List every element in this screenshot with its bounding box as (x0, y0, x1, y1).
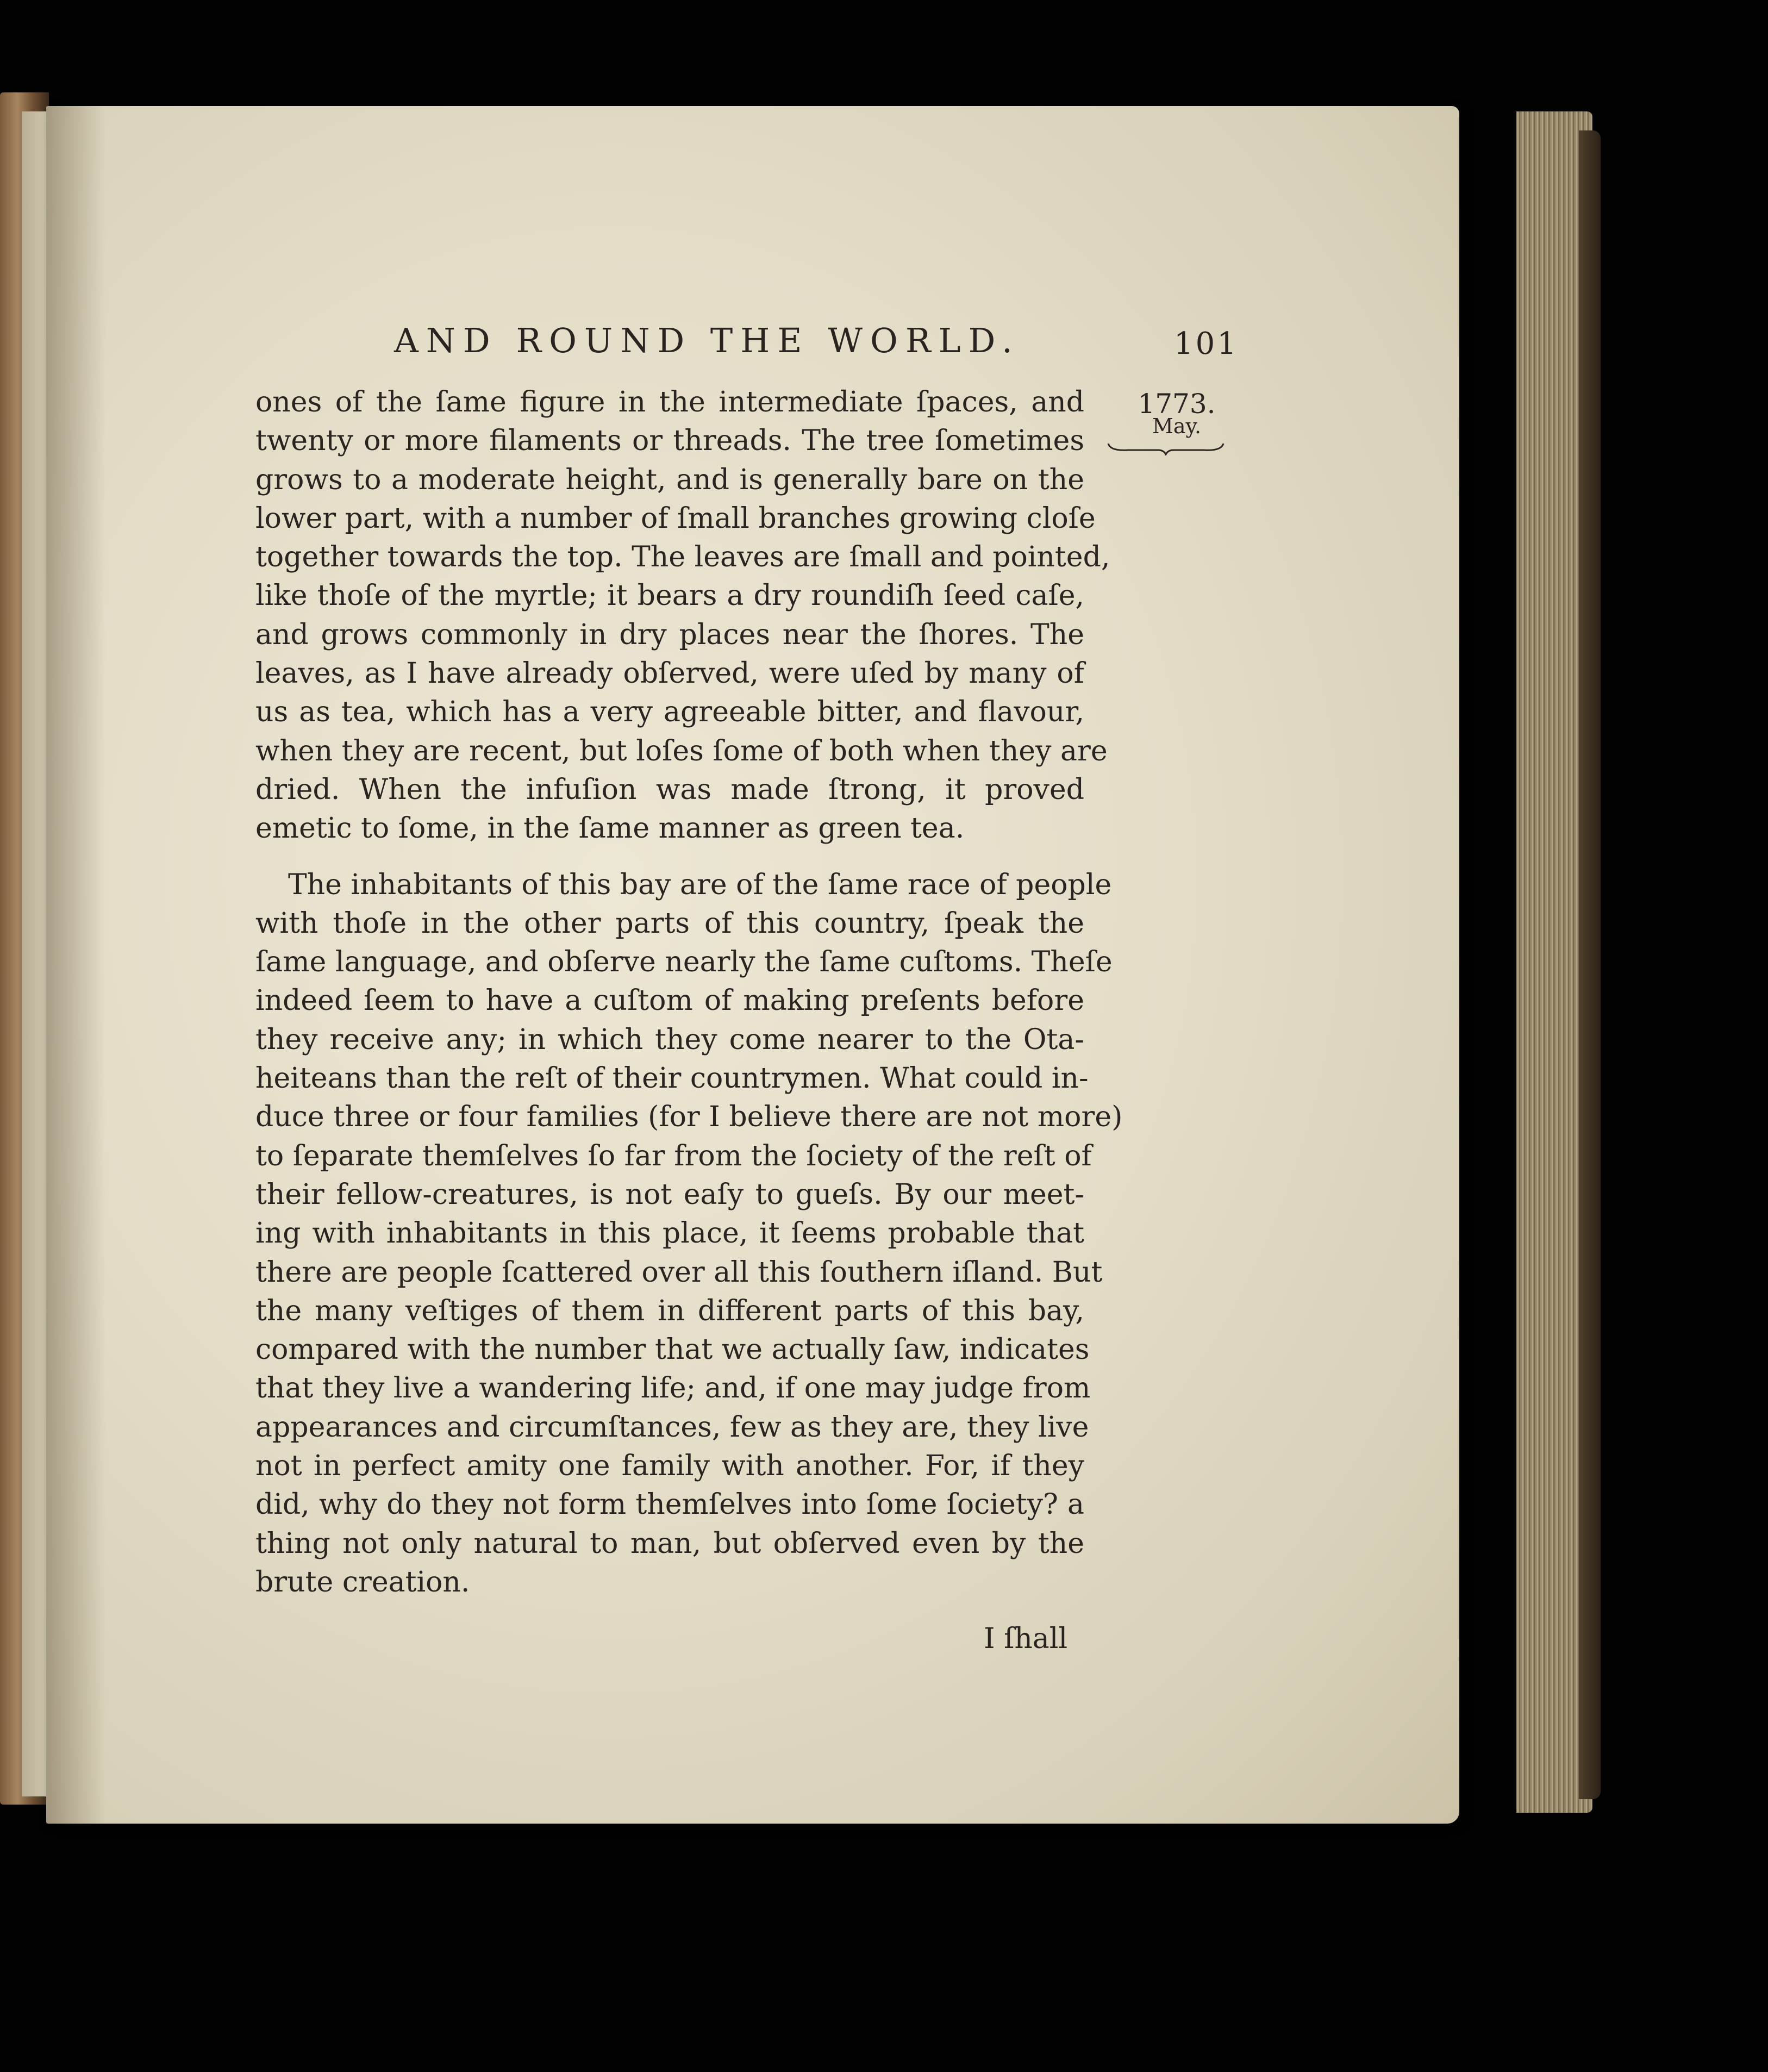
text-line: ing with inhabitants in this place, it ſeems probable that (255, 1217, 1084, 1250)
text-line: brute creation. (255, 1565, 470, 1599)
text-line: duce three or four families (for I believe there are not more) (255, 1101, 1123, 1134)
text-line: grows to a moderate height, and is generally bare on the (255, 463, 1084, 496)
text-line: dried. When the infuſion was made ſtrong, it proved (255, 773, 1084, 806)
text-line: indeed ſeem to have a cuſtom of making preſents before (255, 984, 1084, 1018)
text-line: did, why do they not form themſelves into ſome ſociety? a (255, 1488, 1084, 1521)
body-text (255, 383, 1123, 1602)
text-line: when they are recent, but loſes ſome of both when they are (255, 734, 1108, 767)
text-line: ſame language, and obſerve nearly the ſame cuſtoms. Theſe (255, 946, 1113, 979)
text-line: there are people ſcattered over all this ſouthern iſland. But (255, 1256, 1103, 1289)
text-line: ones of the ſame figure in the intermediate ſpaces, and (255, 386, 1084, 419)
gutter-shadow (46, 106, 106, 1824)
paragraph-gap (255, 848, 1084, 866)
running-head: AND ROUND THE WORLD. (394, 321, 1020, 360)
text-line: not in perfect amity one family with another. For, if they (255, 1450, 1084, 1483)
catchword: I ſhall (984, 1622, 1068, 1655)
text-line: the many veſtiges of them in different parts of this bay, (255, 1294, 1084, 1327)
text-line: their fellow-creatures, is not eaſy to gueſs. By our meet- (255, 1178, 1084, 1211)
text-line: together towards the top. The leaves are ſmall and pointed, (255, 541, 1110, 574)
margin-note-year: 1773. (1138, 388, 1216, 420)
margin-brace (1106, 439, 1226, 455)
text-line: with thoſe in the other parts of this country, ſpeak the (255, 907, 1084, 940)
text-line: appearances and circumſtances, few as they are, they live (255, 1411, 1089, 1444)
text-line: thing not only natural to man, but obſerved even by the (255, 1527, 1084, 1560)
back-cover-edge (1579, 130, 1601, 1799)
paragraph-1 (255, 383, 1110, 848)
text-line: leaves, as I have already obſerved, were uſed by many of (255, 657, 1084, 690)
text-line: and grows commonly in dry places near the ſhores. The (255, 618, 1084, 651)
text-line: The inhabitants of this bay are of the ſame race of people (288, 868, 1112, 901)
text-line: that they live a wandering life; and, if one may judge from (255, 1372, 1091, 1405)
margin-note-month: May. (1152, 414, 1202, 438)
paragraph-2 (255, 866, 1123, 1602)
text-line: compared with the number that we actually ſaw, indicates (255, 1333, 1090, 1366)
text-line: heiteans than the reſt of their countrymen. What could in- (255, 1062, 1089, 1095)
text-line: twenty or more filaments or threads. The tree ſometimes (255, 425, 1084, 458)
text-line: like thoſe of the myrtle; it bears a dry roundiſh ſeed caſe, (255, 579, 1084, 613)
text-line: to ſeparate themſelves ſo far from the ſociety of the reſt of (255, 1139, 1092, 1172)
text-line: lower part, with a number of ſmall branches growing cloſe (255, 502, 1096, 535)
text-line: they receive any; in which they come nearer to the Ota- (255, 1023, 1084, 1056)
text-line: us as tea, which has a very agreeable bitter, and flavour, (255, 696, 1084, 729)
page-number: 101 (1174, 326, 1239, 361)
text-line: emetic to ſome, in the ſame manner as green tea. (255, 812, 965, 845)
